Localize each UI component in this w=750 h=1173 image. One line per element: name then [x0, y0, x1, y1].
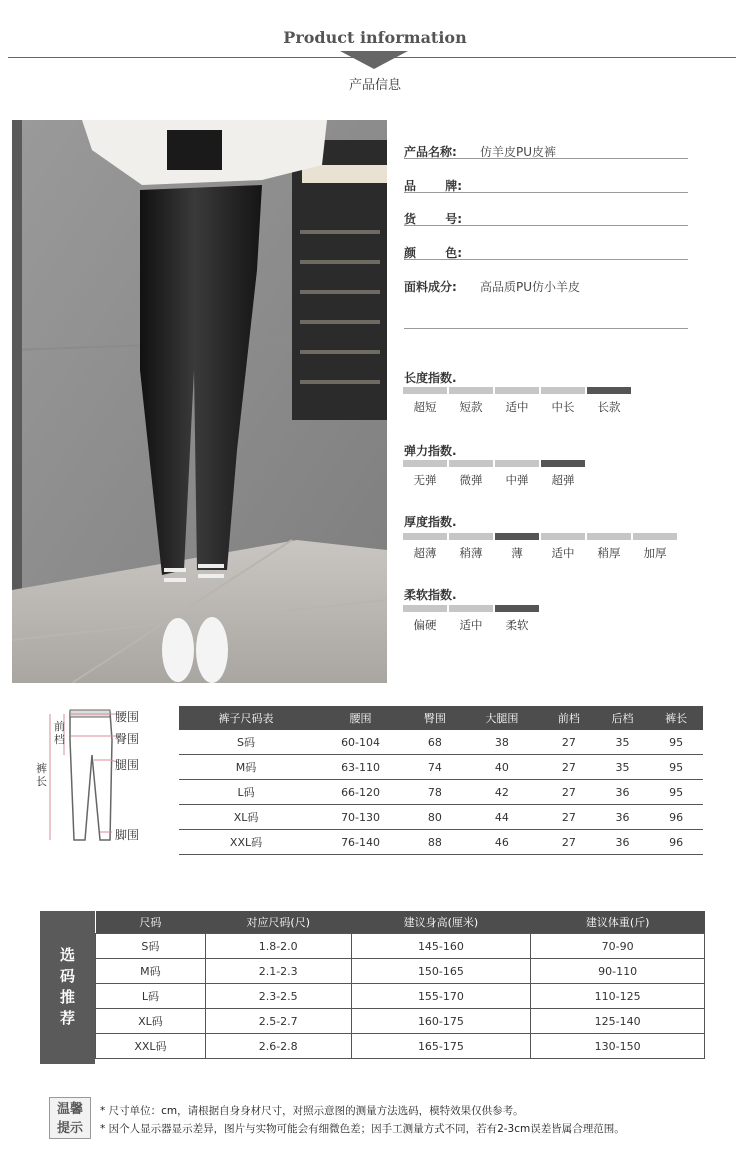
table-cell: 96 — [649, 830, 703, 855]
table-cell: 27 — [542, 830, 596, 855]
recommend-table-header: 尺码 — [96, 911, 206, 934]
section-subtitle: 产品信息 — [348, 78, 401, 93]
info-label: 货 号: — [404, 212, 463, 226]
table-cell: XL码 — [96, 1009, 206, 1034]
index-bar — [449, 387, 493, 394]
table-cell: 125-140 — [531, 1009, 705, 1034]
table-cell: 2.6-2.8 — [205, 1034, 351, 1059]
table-cell: 38 — [462, 730, 542, 755]
table-row — [179, 780, 703, 805]
recommend-char: 码 — [59, 967, 75, 985]
table-cell: M码 — [96, 959, 206, 984]
index-bar — [495, 387, 539, 394]
size-table-header: 裤长 — [649, 706, 703, 730]
table-row — [96, 959, 705, 984]
table-cell: 40 — [462, 755, 542, 780]
index-title-thickness: 厚度指数. — [404, 515, 457, 529]
index-bar — [587, 533, 631, 540]
table-cell: 88 — [408, 830, 462, 855]
table-cell: 160-175 — [351, 1009, 531, 1034]
info-row-sku — [404, 192, 688, 226]
diagram-label-waist: 腰围 — [115, 710, 140, 724]
table-cell: 68 — [408, 730, 462, 755]
tip-line-2: * 因个人显示器显示差异，图片与实物可能会有细微色差；因手工测量方式不同，若有2-3cm误差皆属合理范围。 — [100, 1123, 625, 1135]
info-row-color — [404, 226, 688, 260]
size-chart-table — [179, 706, 703, 855]
index-option: 中弹 — [505, 473, 529, 487]
table-cell: 80 — [408, 805, 462, 830]
table-cell: 96 — [649, 805, 703, 830]
recommend-table-header: 对应尺码(尺) — [205, 911, 351, 934]
table-row — [179, 730, 703, 755]
table-cell: 36 — [596, 805, 650, 830]
table-cell: 27 — [542, 805, 596, 830]
index-option: 微弹 — [459, 473, 483, 487]
index-title-length: 长度指数. — [404, 371, 457, 385]
table-cell: M码 — [179, 755, 313, 780]
info-row-brand — [404, 159, 688, 193]
measurement-diagram — [30, 700, 170, 850]
table-row — [96, 934, 705, 959]
product-photo — [12, 120, 387, 683]
index-bar — [541, 460, 585, 467]
index-bar — [495, 605, 539, 612]
table-cell: 150-165 — [351, 959, 531, 984]
diagram-label-length: 裤长 — [36, 762, 47, 788]
table-cell: 2.3-2.5 — [205, 984, 351, 1009]
table-cell: 27 — [542, 780, 596, 805]
table-cell: 46 — [462, 830, 542, 855]
diagram-label-ankle: 脚围 — [115, 828, 140, 842]
table-cell: 130-150 — [531, 1034, 705, 1059]
table-cell: 90-110 — [531, 959, 705, 984]
tips-badge — [49, 1097, 91, 1139]
table-cell: L码 — [96, 984, 206, 1009]
table-cell: 36 — [596, 830, 650, 855]
index-option: 短款 — [459, 400, 483, 414]
table-cell: 145-160 — [351, 934, 531, 959]
table-cell: 1.8-2.0 — [205, 934, 351, 959]
recommend-side-label — [40, 911, 95, 1064]
table-row — [179, 830, 703, 855]
index-bar — [495, 460, 539, 467]
diagram-label-thigh: 腿围 — [115, 758, 140, 772]
size-table-header: 前档 — [542, 706, 596, 730]
tips-badge-line: 提示 — [56, 1121, 83, 1136]
table-cell: 44 — [462, 805, 542, 830]
index-scale-length — [403, 387, 703, 417]
table-cell: XXL码 — [179, 830, 313, 855]
size-table-header: 腰围 — [313, 706, 408, 730]
table-cell: 35 — [596, 730, 650, 755]
index-bar — [495, 533, 539, 540]
index-option: 中长 — [551, 400, 575, 414]
index-bar — [633, 533, 677, 540]
size-table-header: 裤子尺码表 — [179, 706, 313, 730]
info-row-name — [404, 125, 688, 159]
recommend-table-header: 建议身高(厘米) — [351, 911, 531, 934]
index-option: 长款 — [597, 400, 621, 414]
index-option: 无弹 — [413, 473, 437, 487]
table-cell: 63-110 — [313, 755, 408, 780]
info-label: 品 牌: — [404, 179, 463, 193]
table-cell: 70-130 — [313, 805, 408, 830]
info-value: 高品质PU仿小羊皮 — [480, 280, 581, 294]
table-cell: 27 — [542, 730, 596, 755]
index-option: 适中 — [459, 618, 483, 632]
table-cell: 66-120 — [313, 780, 408, 805]
index-option: 稍厚 — [597, 546, 621, 560]
index-option: 稍薄 — [459, 546, 483, 560]
info-label: 产品名称: — [404, 145, 457, 159]
info-label: 面料成分: — [404, 280, 457, 294]
index-title-elasticity: 弹力指数. — [404, 444, 457, 458]
tips-badge-line: 温馨 — [56, 1102, 83, 1117]
table-cell: L码 — [179, 780, 313, 805]
index-bar — [403, 533, 447, 540]
table-cell: 95 — [649, 755, 703, 780]
index-bar — [403, 460, 447, 467]
index-bar — [449, 533, 493, 540]
index-bar — [449, 605, 493, 612]
table-row — [96, 984, 705, 1009]
table-cell: 36 — [596, 780, 650, 805]
table-cell: 35 — [596, 755, 650, 780]
table-row — [179, 805, 703, 830]
index-bar — [403, 605, 447, 612]
index-bar — [541, 533, 585, 540]
index-option: 超短 — [413, 400, 437, 414]
recommend-char: 荐 — [59, 1009, 75, 1027]
recommend-char: 选 — [59, 946, 75, 964]
table-cell: XL码 — [179, 805, 313, 830]
table-cell: 60-104 — [313, 730, 408, 755]
index-option: 偏硬 — [413, 618, 437, 632]
info-row-material — [404, 260, 688, 329]
index-bar — [449, 460, 493, 467]
index-scale-thickness — [403, 533, 703, 563]
tip-line-1: * 尺寸单位：cm，请根据自身身材尺寸，对照示意图的测量方法选码，模特效果仅供参考。 — [100, 1105, 524, 1117]
size-table-header: 后档 — [596, 706, 650, 730]
size-table-header: 臀围 — [408, 706, 462, 730]
index-option: 加厚 — [643, 546, 667, 560]
info-value: 仿羊皮PU皮裤 — [480, 145, 557, 159]
header-arrow — [340, 51, 408, 69]
table-cell: 165-175 — [351, 1034, 531, 1059]
index-option: 柔软 — [505, 618, 529, 632]
table-cell: 70-90 — [531, 934, 705, 959]
table-cell: 74 — [408, 755, 462, 780]
table-cell: XXL码 — [96, 1034, 206, 1059]
index-title-softness: 柔软指数. — [404, 588, 457, 602]
size-table-header: 大腿围 — [462, 706, 542, 730]
table-cell: 2.5-2.7 — [205, 1009, 351, 1034]
section-title: Product information — [283, 28, 467, 47]
table-row — [96, 1034, 705, 1059]
table-cell: 76-140 — [313, 830, 408, 855]
table-cell: 42 — [462, 780, 542, 805]
index-bar — [587, 387, 631, 394]
table-cell: 95 — [649, 730, 703, 755]
index-option: 薄 — [511, 546, 523, 560]
recommend-char: 推 — [59, 988, 75, 1006]
table-cell: 27 — [542, 755, 596, 780]
table-row — [96, 1009, 705, 1034]
table-cell: 2.1-2.3 — [205, 959, 351, 984]
table-cell: S码 — [179, 730, 313, 755]
index-option: 适中 — [505, 400, 529, 414]
diagram-label-hip: 臀围 — [115, 732, 140, 746]
info-label: 颜 色: — [404, 246, 463, 260]
size-recommend-table — [95, 911, 705, 1059]
table-cell: S码 — [96, 934, 206, 959]
diagram-label-rise: 前档 — [54, 720, 65, 746]
table-cell: 95 — [649, 780, 703, 805]
index-option: 超薄 — [413, 546, 437, 560]
table-row — [179, 755, 703, 780]
table-cell: 155-170 — [351, 984, 531, 1009]
recommend-table-header: 建议体重(斤) — [531, 911, 705, 934]
index-option: 适中 — [551, 546, 575, 560]
index-bar — [541, 387, 585, 394]
table-cell: 78 — [408, 780, 462, 805]
index-option: 超弹 — [551, 473, 575, 487]
table-cell: 110-125 — [531, 984, 705, 1009]
index-scale-softness — [403, 605, 703, 635]
index-bar — [403, 387, 447, 394]
index-scale-elasticity — [403, 460, 703, 490]
